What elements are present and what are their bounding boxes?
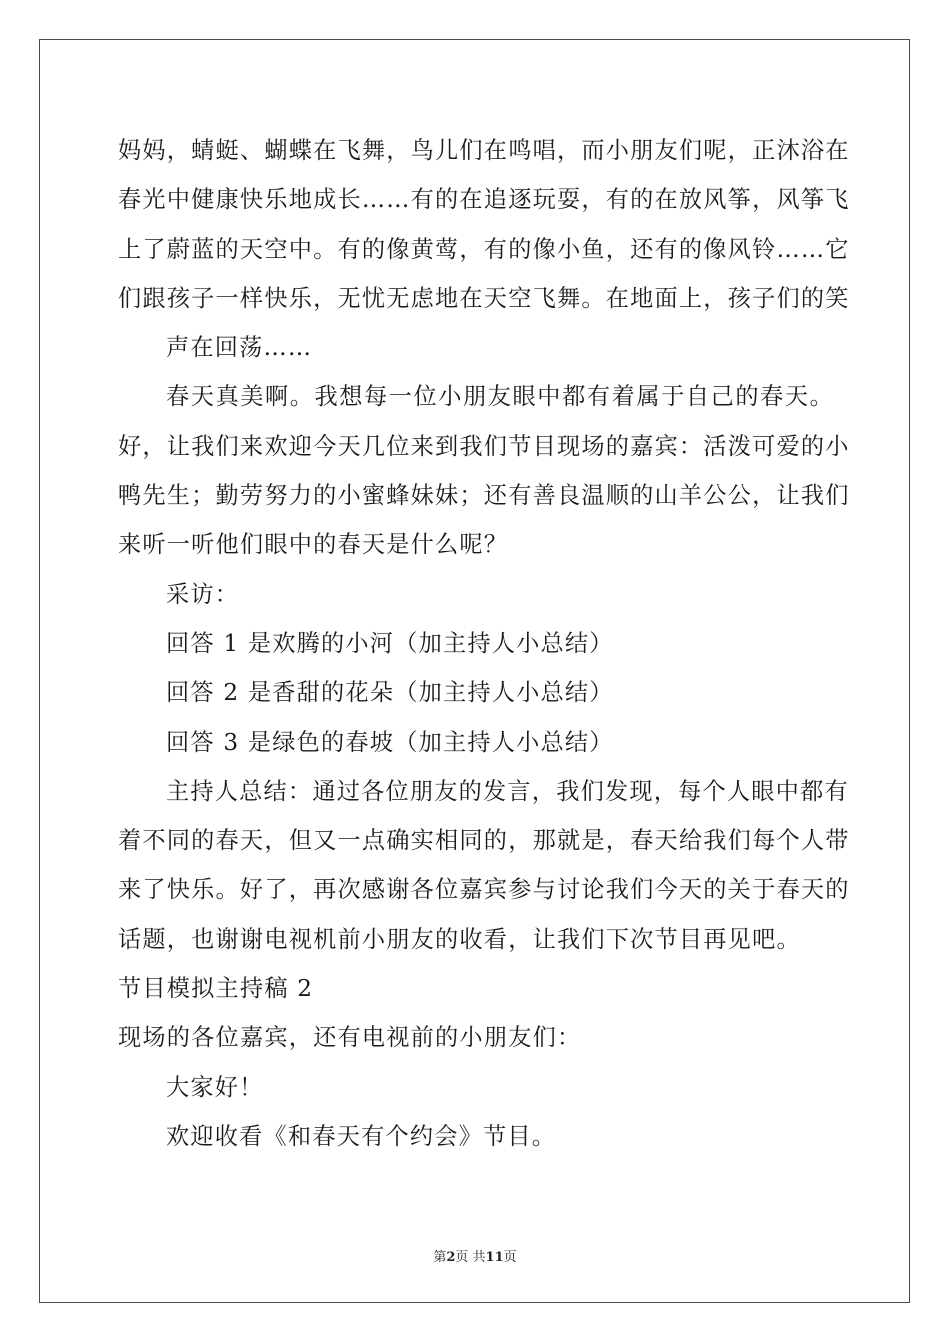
text-line: 回答 3 是绿色的春坡（加主持人小总结） (166, 728, 614, 756)
text-line: 声在回荡…… (166, 334, 313, 362)
text-line: 欢迎收看《和春天有个约会》节目。 (166, 1122, 557, 1150)
text-line: 妈妈，蜻蜓、蝴蝶在飞舞，鸟儿们在鸣唱，而小朋友们呢，正沐浴在 (118, 137, 850, 164)
page-footer (0, 1246, 950, 1265)
footer-prefix: 第 (433, 1250, 447, 1265)
footer-page-number: 2 (446, 1250, 456, 1265)
text-line: 现场的各位嘉宾，还有电视前的小朋友们： (118, 1024, 582, 1052)
text-line: 来了快乐。好了，再次感谢各位嘉宾参与讨论我们今天的关于春天的 (118, 876, 850, 904)
text-line: 春天真美啊。我想每一位小朋友眼中都有着属于自己的春天。 (166, 383, 834, 411)
text-line: 节目模拟主持稿 2 (118, 975, 314, 1003)
text-line: 采访： (166, 580, 240, 608)
footer-total-pages: 11 (485, 1250, 504, 1265)
footer-mid: 页 共 (455, 1250, 486, 1265)
text-line: 回答 2 是香甜的花朵（加主持人小总结） (166, 679, 614, 707)
text-line: 鸭先生；勤劳努力的小蜜蜂妹妹；还有善良温顺的山羊公公，让我们 (118, 482, 850, 510)
text-line: 春光中健康快乐地成长……有的在追逐玩耍，有的在放风筝，风筝飞 (118, 186, 850, 214)
text-line: 着不同的春天，但又一点确实相同的，那就是，春天给我们每个人带 (118, 827, 850, 855)
text-line: 主持人总结：通过各位朋友的发言，我们发现，每个人眼中都有 (166, 777, 849, 805)
document-body (118, 126, 850, 1161)
text-line: 好，让我们来欢迎今天几位来到我们节目现场的嘉宾：活泼可爱的小 (118, 432, 850, 460)
text-line: 回答 1 是欢腾的小河（加主持人小总结） (166, 629, 614, 657)
text-line: 们跟孩子一样快乐，无忧无虑地在天空飞舞。在地面上，孩子们的笑 (118, 284, 850, 312)
footer-suffix: 页 (503, 1250, 517, 1265)
text-line: 上了蔚蓝的天空中。有的像黄莺，有的像小鱼，还有的像风铃……它 (118, 235, 850, 263)
text-line: 话题，也谢谢电视机前小朋友的收看，让我们下次节目再见吧。 (118, 925, 801, 953)
text-line: 大家好！ (166, 1073, 264, 1101)
text-line: 来听一听他们眼中的春天是什么呢？ (118, 531, 509, 559)
